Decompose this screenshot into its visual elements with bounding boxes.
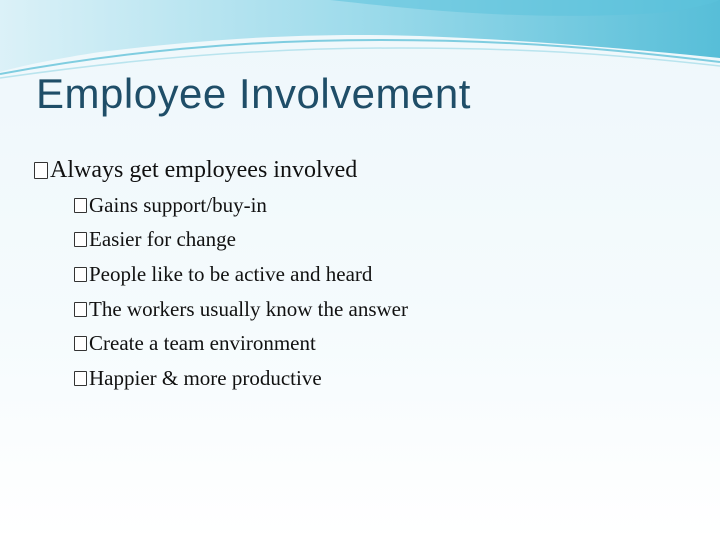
missing-glyph-box-icon [74,267,87,282]
sub-bullet-text: People like to be active and heard [89,261,373,286]
sub-bullet-item [74,257,700,292]
sub-bullet-text: Create a team environment [89,331,316,356]
missing-glyph-box-icon [34,162,48,179]
missing-glyph-box-icon [74,336,87,351]
bullet-list [34,152,700,396]
sub-bullet-text: Easier for change [89,227,236,252]
missing-glyph-box-icon [74,371,87,386]
missing-glyph-box-icon [74,232,87,247]
missing-glyph-box-icon [74,198,87,213]
bullet-text: Always get employees involved [50,156,358,183]
bullet-item [34,152,700,188]
slide-title: Employee Involvement [36,70,471,117]
sub-bullet-item [74,326,700,361]
sub-bullet-item [74,188,700,223]
sub-bullet-item [74,361,700,396]
sub-bullet-text: Gains support/buy-in [89,192,267,217]
missing-glyph-box-icon [74,302,87,317]
sub-bullet-item [74,292,700,327]
sub-bullet-text: Happier & more productive [89,365,322,390]
sub-bullet-item [74,223,700,258]
sub-bullet-text: The workers usually know the answer [89,296,408,321]
